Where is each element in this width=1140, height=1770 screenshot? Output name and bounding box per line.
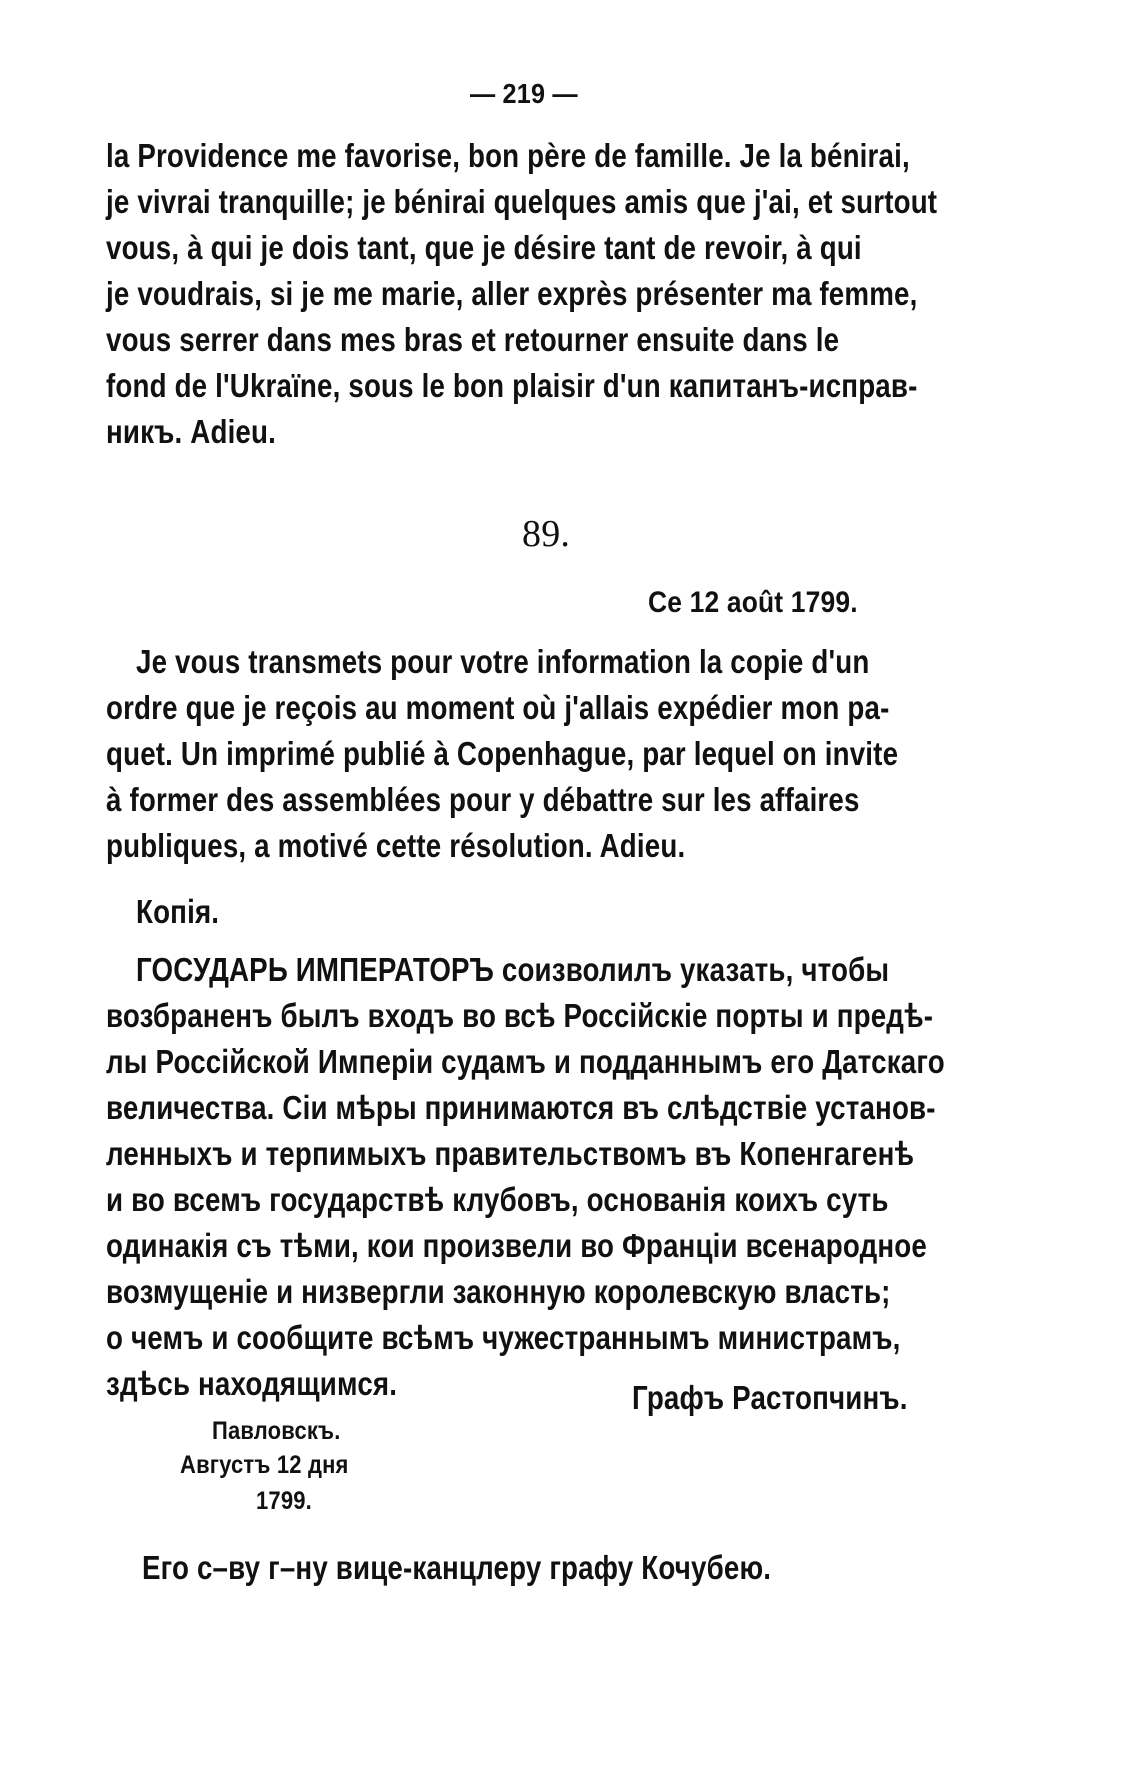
letter-line-2: ordre que je reçois au moment où j'allais expédier mon pa- <box>106 689 890 726</box>
continuation-line-5: vous serrer dans mes bras et retourner ensuite dans le <box>106 321 840 358</box>
letter-line-3: quet. Un imprimé publié à Copenhague, par lequel on invite <box>106 735 899 772</box>
letter-line-1: Je vous transmets pour votre information la copie d'un <box>136 643 870 680</box>
copy-line-2: возбраненъ былъ входъ во всѣ Россійскіе порты и предѣ- <box>106 997 934 1034</box>
continuation-line-4: je voudrais, si je me marie, aller exprès présenter ma femme, <box>106 275 918 312</box>
copy-line-6: и во всемъ государствѣ клубовъ, основанія коихъ суть <box>106 1181 889 1218</box>
letter-line-4: à former des assemblées pour y débattre sur les affaires <box>106 781 860 818</box>
copy-line-5: ленныхъ и терпимыхъ правительствомъ въ Копенгагенѣ <box>106 1135 915 1172</box>
continuation-line-7: никъ. Adieu. <box>106 413 276 450</box>
copy-line-3: лы Россійской Имперіи судамъ и подданнымъ его Датскаго <box>106 1043 945 1080</box>
page-number-header: — 219 — <box>470 78 578 109</box>
address-line: Его с–ву г–ну вице-канцлеру графу Кочубею. <box>142 1549 772 1586</box>
letter-number: 89. <box>522 513 571 555</box>
continuation-line-3: vous, à qui je dois tant, que je désire tant de revoir, à qui <box>106 229 862 266</box>
continuation-line-6: fond de l'Ukraïne, sous le bon plaisir d'un капитанъ-исправ- <box>106 367 918 404</box>
place-line: Павловскъ. <box>212 1417 341 1445</box>
continuation-line-1: la Providence me favorise, bon père de famille. Je la bénirai, <box>106 137 910 174</box>
year-line: 1799. <box>256 1487 312 1515</box>
letter-date: Ce 12 août 1799. <box>648 586 858 619</box>
date-line: Августъ 12 дня <box>180 1451 349 1479</box>
copy-line-8: возмущеніе и низвергли законную королевскую власть; <box>106 1273 891 1310</box>
copy-line-7: одинакія съ тѣми, кои произвели во Франціи всенародное <box>106 1227 927 1264</box>
copy-line-9: о чемъ и сообщите всѣмъ чужестраннымъ министрамъ, <box>106 1319 901 1356</box>
copy-line-10: здѣсь находящимся. <box>106 1365 398 1402</box>
copy-heading: Копія. <box>136 893 220 930</box>
continuation-line-2: je vivrai tranquille; je bénirai quelques amis que j'ai, et surtout <box>106 183 938 220</box>
signature: Графъ Растопчинъ. <box>632 1379 908 1416</box>
copy-line-4: величества. Сіи мѣры принимаются въ слѣдствіе установ- <box>106 1089 936 1126</box>
letter-line-5: publiques, a motivé cette résolution. Adieu. <box>106 827 686 864</box>
copy-line-1: ГОСУДАРЬ ИМПЕРАТОРЪ соизволилъ указать, чтобы <box>136 951 890 988</box>
